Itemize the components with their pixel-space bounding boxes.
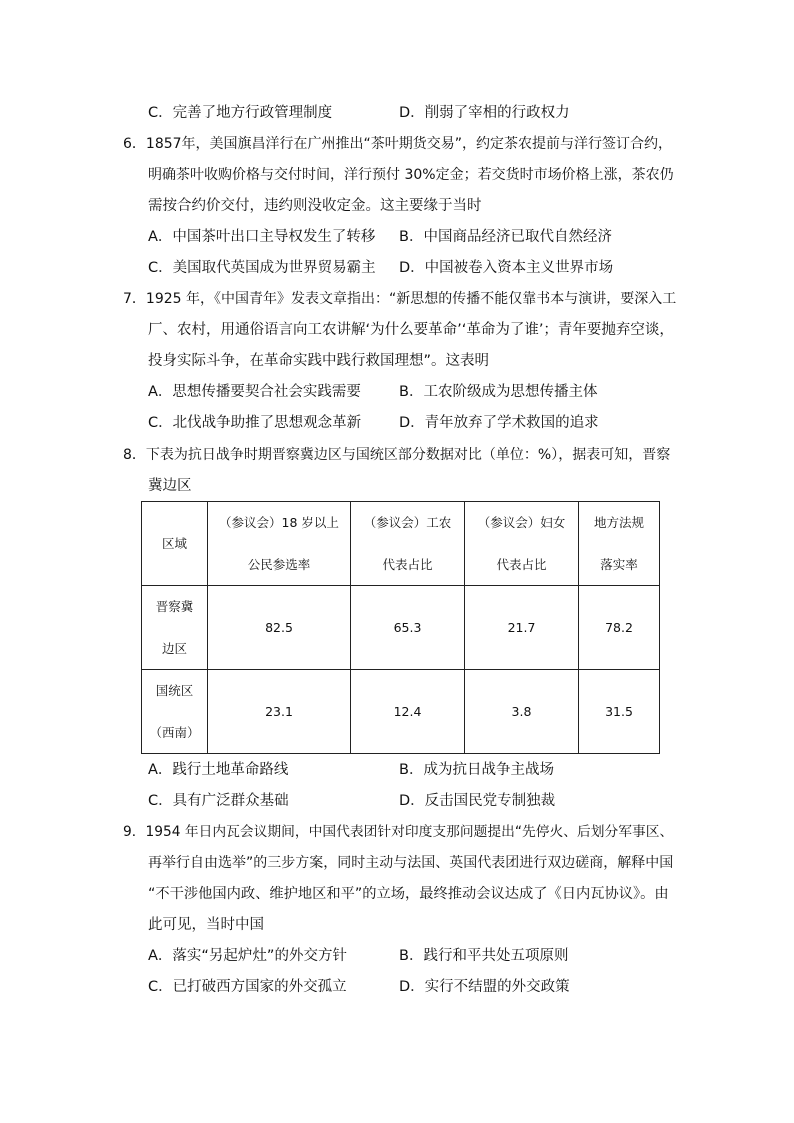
q9-option-d: D．实行不结盟的外交政策 [399,979,570,995]
q8-option-a: A．践行土地革命路线 [148,762,289,778]
table-header-row [142,502,660,586]
header-regulation-rate: 地方法规 落实率 [579,502,660,586]
q8-stem-line-1: 8．下表为抗日战争时期晋察冀边区与国统区部分数据对比（单位：%），据表可知，晋察 [123,447,671,463]
table-row [142,670,660,754]
row-region-label: 晋察冀 边区 [142,586,208,670]
q7-stem-line-2: 厂、农村，用通俗语言向工农讲解‘为什么要革命’‘革命为了谁’；青年要抛弃空谈， [148,322,674,338]
q8-option-b: B．成为抗日战争主战场 [399,762,554,778]
q9-stem-line-3: “不干涉他国内政、维护地区和平”的立场，最终推动会议达成了《日内瓦协议》。由 [148,886,669,902]
header-worker-peasant-share: （参议会）工农 代表占比 [351,502,465,586]
q8-option-c: C．具有广泛群众基础 [148,793,289,809]
q5-option-d: D．削弱了宰相的行政权力 [399,105,570,121]
header-region: 区域 [142,502,208,586]
q9-stem-line-4: 此可见，当时中国 [148,917,264,933]
table-cell: 21.7 [465,586,579,670]
table-cell: 23.1 [208,670,351,754]
q6-stem-line-3: 需按合约价交付，违约则没收定金。这主要缘于当时 [148,198,482,214]
q6-stem-line-1: 6．1857年，美国旗昌洋行在广州推出“茶叶期货交易”，约定茶农提前与洋行签订合约， [123,136,673,152]
data-table [141,501,660,754]
table-cell: 78.2 [579,586,660,670]
q8-option-d: D．反击国民党专制独裁 [399,793,556,809]
q6-option-d: D．中国被卷入资本主义世界市场 [399,260,614,276]
q6-option-b: B．中国商品经济已取代自然经济 [399,229,612,245]
q6-option-c: C．美国取代英国成为世界贸易霸主 [148,260,376,276]
q7-option-b: B．工农阶级成为思想传播主体 [399,384,598,400]
row-region-label: 国统区 （西南） [142,670,208,754]
q9-stem-line-1: 9．1954 年日内瓦会议期间，中国代表团针对印度支那问题提出“先停火、后划分军事区、 [123,824,674,840]
q5-option-c: C．完善了地方行政管理制度 [148,105,333,121]
q6-stem-line-2: 明确茶叶收购价格与交付时间，洋行预付 30%定金；若交货时市场价格上涨，茶农仍 [148,167,674,183]
table-cell: 31.5 [579,670,660,754]
q8-stem-line-2: 冀边区 [148,478,192,494]
q7-stem-line-1: 7．1925 年，《中国青年》发表文章指出：“新思想的传播不能仅靠书本与演讲，要深入工 [123,291,677,307]
q7-option-a: A．思想传播要契合社会实践需要 [148,384,361,400]
q7-option-d: D．青年放弃了学术救国的追求 [399,415,599,431]
table-cell: 12.4 [351,670,465,754]
table-row [142,586,660,670]
table-cell: 82.5 [208,586,351,670]
q9-option-a: A．落实“另起炉灶”的外交方针 [148,948,347,964]
header-voter-rate: （参议会）18 岁以上 公民参选率 [208,502,351,586]
q9-option-b: B．践行和平共处五项原则 [399,948,569,964]
header-women-share: （参议会）妇女 代表占比 [465,502,579,586]
q9-option-c: C．已打破西方国家的外交孤立 [148,979,347,995]
q7-stem-line-3: 投身实际斗争，在革命实践中践行救国理想”。这表明 [148,353,490,369]
table-cell: 65.3 [351,586,465,670]
q6-option-a: A．中国茶叶出口主导权发生了转移 [148,229,376,245]
q9-stem-line-2: 再举行自由选举”的三步方案，同时主动与法国、英国代表团进行双边磋商，解释中国 [148,855,674,871]
q7-option-c: C．北伐战争助推了思想观念革新 [148,415,362,431]
table-cell: 3.8 [465,670,579,754]
